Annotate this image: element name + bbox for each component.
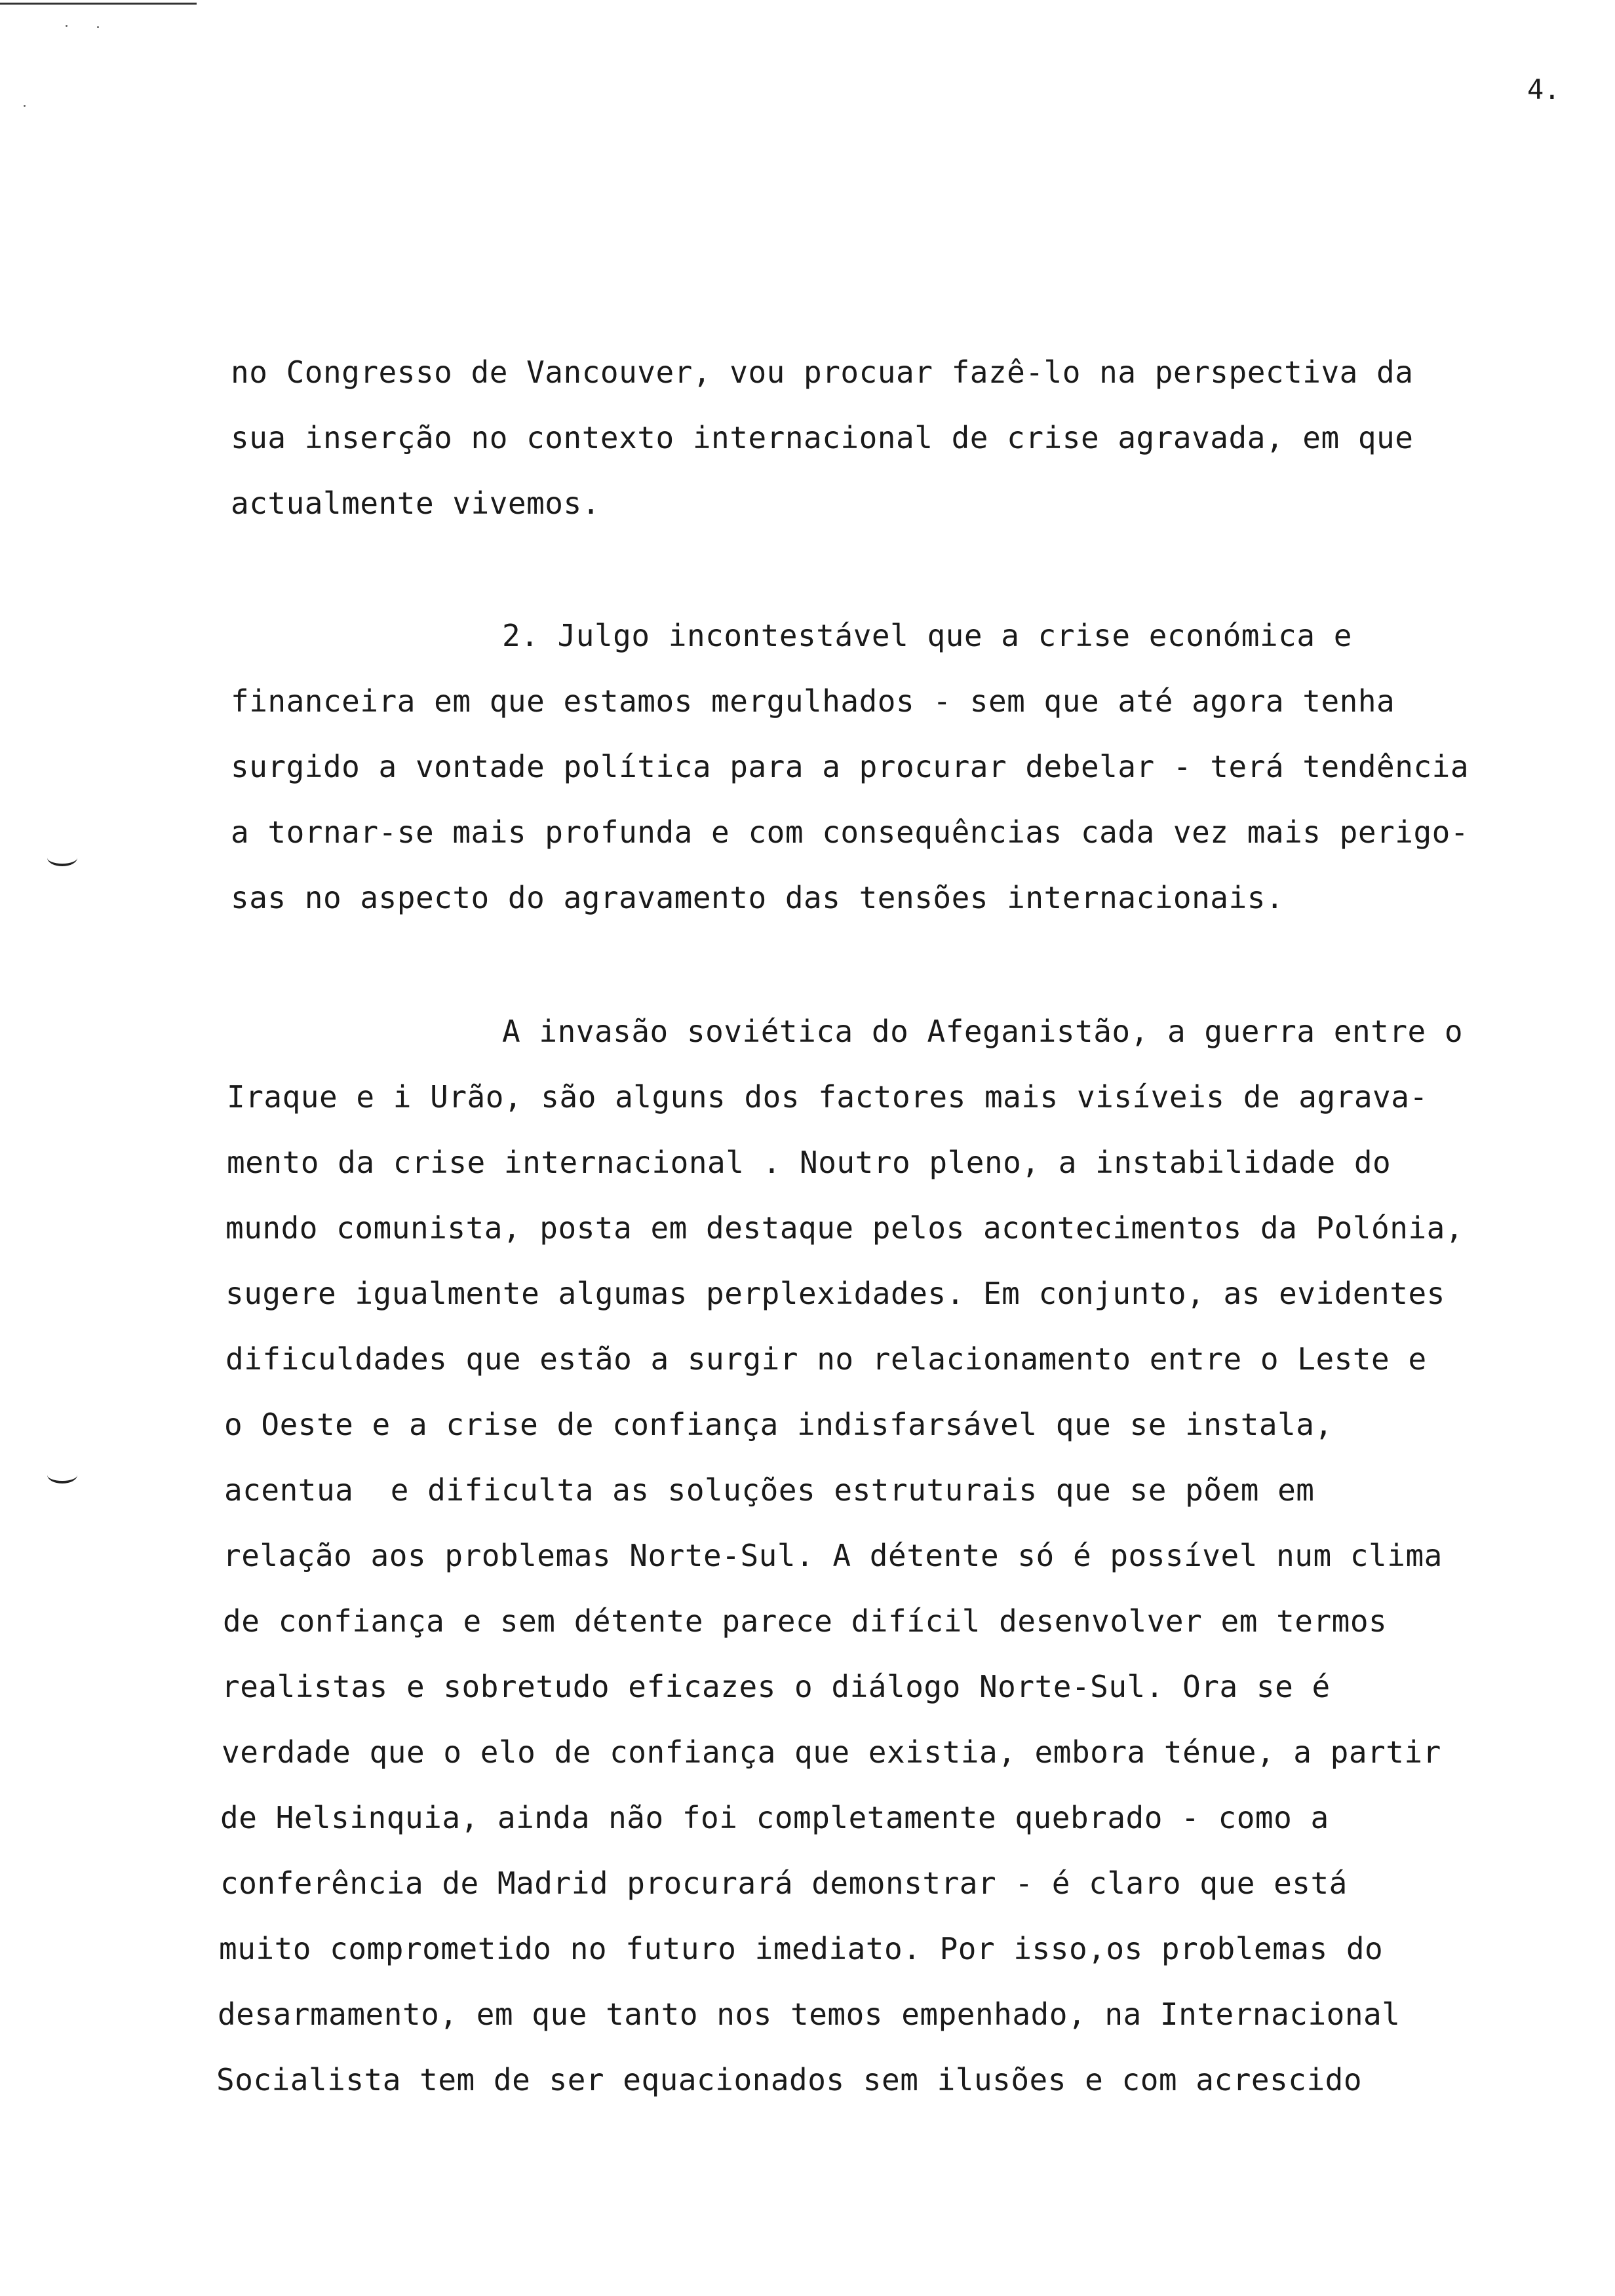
paragraph-3-line-2: Iraque e i Urão, são alguns dos factores mais visíveis de agrava- xyxy=(227,1079,1428,1115)
paragraph-3-line-16: desarmamento, em que tanto nos temos empenhado, na Internacional xyxy=(218,1997,1401,2032)
paragraph-3-line-3: mento da crise internacional . Noutro pleno, a instabilidade do xyxy=(227,1145,1391,1180)
scan-speck xyxy=(24,105,26,107)
paragraph-1-line-1: no Congresso de Vancouver, vou procuar fazê-lo na perspectiva da xyxy=(231,354,1414,390)
paragraph-2-line-2: financeira em que estamos mergulhados - sem que até agora tenha xyxy=(231,683,1395,719)
binder-hole-mark xyxy=(47,849,77,866)
paragraph-2-line-1: 2. Julgo incontestável que a crise económica e xyxy=(502,618,1352,653)
paragraph-3-line-7: o Oeste e a crise de confiança indisfarsável que se instala, xyxy=(224,1407,1333,1442)
paragraph-2-line-3: surgido a vontade política para a procurar debelar - terá tendência xyxy=(231,749,1469,784)
paragraph-3-line-10: de confiança e sem détente parece difícil desenvolver em termos xyxy=(223,1603,1388,1639)
scan-speck xyxy=(97,26,99,28)
paragraph-3-line-5: sugere igualmente algumas perplexidades. Em conjunto, as evidentes xyxy=(225,1276,1445,1311)
paragraph-1-line-2: sua inserção no contexto internacional de crise agravada, em que xyxy=(231,420,1414,455)
paragraph-3-line-8: acentua e dificulta as soluções estruturais que se põem em xyxy=(224,1472,1315,1508)
paragraph-3-line-14: conferência de Madrid procurará demonstrar - é claro que está xyxy=(220,1866,1348,1901)
paragraph-3-line-13: de Helsinquia, ainda não foi completamente quebrado - como a xyxy=(220,1800,1329,1835)
top-edge-rule xyxy=(0,3,197,5)
paragraph-3-line-4: mundo comunista, posta em destaque pelos acontecimentos da Polónia, xyxy=(225,1210,1464,1246)
paragraph-3-line-15: muito comprometido no futuro imediato. Por isso,os problemas do xyxy=(219,1931,1384,1966)
paragraph-2-line-5: sas no aspecto do agravamento das tensões internacionais. xyxy=(231,880,1285,915)
paragraph-3-line-1: A invasão soviética do Afeganistão, a guerra entre o xyxy=(502,1014,1464,1049)
paragraph-2-line-4: a tornar-se mais profunda e com consequências cada vez mais perigo- xyxy=(231,814,1469,850)
paragraph-3-line-6: dificuldades que estão a surgir no relacionamento entre o Leste e xyxy=(225,1341,1427,1377)
page-number: 4. xyxy=(1527,73,1561,105)
binder-hole-mark xyxy=(47,1466,77,1483)
scan-speck xyxy=(66,25,68,27)
paragraph-3-line-17: Socialista tem de ser equacionados sem ilusões e com acrescido xyxy=(216,2062,1363,2097)
paragraph-1-line-3: actualmente vivemos. xyxy=(231,486,600,521)
paragraph-3-line-9: relação aos problemas Norte-Sul. A détente só é possível num clima xyxy=(223,1538,1443,1573)
paragraph-3-line-11: realistas e sobretudo eficazes o diálogo Norte-Sul. Ora se é xyxy=(222,1669,1331,1704)
paragraph-3-line-12: verdade que o elo de confiança que existia, embora ténue, a partir xyxy=(222,1734,1441,1770)
